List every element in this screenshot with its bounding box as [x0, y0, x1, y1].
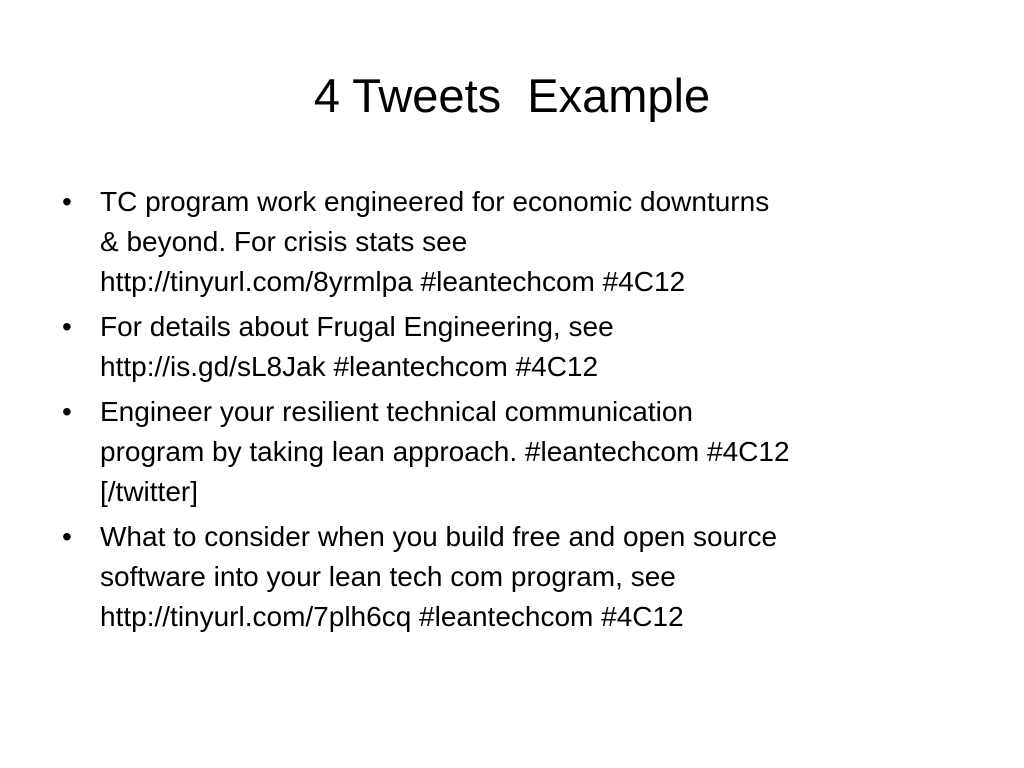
- bullet-item: [62, 392, 982, 512]
- bullet-text-line: What to consider when you build free and open source: [100, 521, 778, 552]
- slide-title: 4 Tweets Example: [313, 69, 711, 122]
- bullet-text-line: Engineer your resilient technical communication: [100, 396, 693, 427]
- bullet-text-line: http://is.gd/sL8Jak #leantechcom #4C12: [100, 351, 599, 382]
- bullet-dot-icon: •: [62, 186, 72, 217]
- bullet-dot-icon: •: [62, 396, 72, 427]
- bullet-list: [62, 182, 982, 642]
- bullet-text-line: program by taking lean approach. #leantechcom #4C12: [100, 436, 790, 467]
- bullet-text-line: [/twitter]: [100, 476, 199, 507]
- bullet-text-line: software into your lean tech com program, see: [100, 561, 676, 592]
- bullet-text-line: For details about Frugal Engineering, see: [100, 311, 614, 342]
- bullet-item: [62, 517, 982, 637]
- bullet-text-line: TC program work engineered for economic downturns: [100, 186, 770, 217]
- bullet-dot-icon: •: [62, 311, 72, 342]
- bullet-item: [62, 182, 982, 302]
- bullet-text-line: http://tinyurl.com/8yrmlpa #leantechcom #4C12: [100, 266, 686, 297]
- bullet-dot-icon: •: [62, 521, 72, 552]
- bullet-item: [62, 307, 982, 387]
- bullet-text-line: http://tinyurl.com/7plh6cq #leantechcom #4C12: [100, 601, 684, 632]
- bullet-text-line: & beyond. For crisis stats see: [100, 226, 468, 257]
